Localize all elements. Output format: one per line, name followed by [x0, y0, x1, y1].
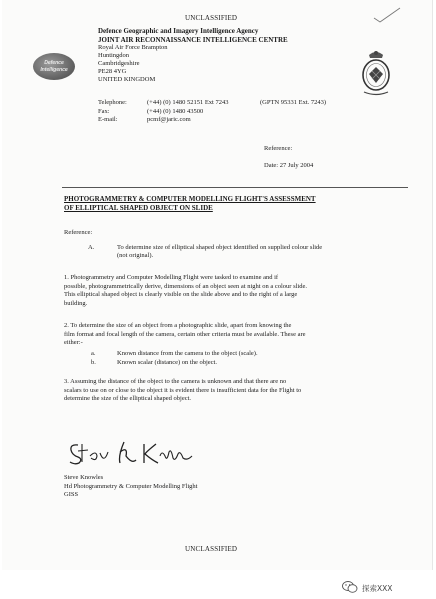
address-line: UNITED KINGDOM: [98, 76, 156, 83]
agency-name: Defence Geographic and Imagery Intelligence Agency: [98, 27, 259, 35]
email-label: E-mail:: [98, 116, 118, 123]
raf-crest-icon: [356, 47, 396, 99]
logo-text: Defence: [44, 60, 64, 66]
paragraph-line: building.: [64, 299, 88, 307]
address-line: Huntingdon: [98, 52, 130, 59]
reference-text: To determine size of elliptical shaped object identified on supplied colour slide: [117, 244, 323, 251]
reference-label: Reference:: [64, 229, 93, 236]
list-marker: a.: [91, 350, 96, 357]
paragraph-line: 2. To determine the size of an object from a photographic slide, apart from knowing the: [64, 322, 292, 329]
classification-top: UNCLASSIFIED: [185, 14, 238, 22]
check-mark-icon: [370, 4, 404, 26]
paragraph-line: This elliptical shaped object is clearly visible on the slide above and to the right of a large: [64, 291, 298, 298]
signatory-unit: GISS: [64, 491, 79, 498]
defence-intelligence-logo: [33, 53, 75, 80]
signatory-name: Steve Knowles: [64, 474, 104, 481]
paragraph-line: scalars to use on or close to the object it is evident there is insufficient data for the Flight to: [64, 386, 302, 394]
document-page: [2, 0, 433, 570]
paragraph-line: film format and focal length of the camera, certain other criteria must be available. These are: [64, 330, 306, 338]
paragraph-line: possible, photogrammetrically derive, dimensions of an object seen at night on a colour slide.: [64, 282, 307, 290]
subject-line: PHOTOGRAMMETRY & COMPUTER MODELLING FLIGHT'S ASSESSMENT: [64, 195, 316, 203]
subject-line: OF ELLIPTICAL SHAPED OBJECT ON SLIDE: [64, 204, 213, 212]
list-item: Known distance from the camera to the object (scale).: [117, 350, 258, 357]
gptn-value: (GPTN 95331 Ext. 7243): [260, 99, 327, 106]
wechat-icon: [342, 580, 358, 594]
document-date: Date: 27 July 2004: [264, 162, 314, 169]
fax-label: Fax:: [98, 107, 110, 115]
list-marker: b.: [91, 359, 96, 366]
classification-bottom: UNCLASSIFIED: [185, 545, 238, 553]
list-item: Known scalar (distance) on the object.: [117, 359, 217, 366]
paragraph-line: either:-: [64, 339, 83, 346]
centre-name: JOINT AIR RECONNAISSANCE INTELLIGENCE CENTRE: [98, 35, 288, 44]
reference-marker: A.: [88, 244, 95, 251]
address-line: Cambridgeshire: [98, 60, 140, 67]
address-line: PE28 4YG: [98, 68, 127, 75]
handwritten-signature: [66, 438, 196, 466]
paragraph-line: 3. Assuming the distance of the object to the camera is unknown and that there are no: [64, 378, 287, 385]
logo-text: Intelligence: [40, 67, 68, 73]
paragraph-line: determine the size of the elliptical shaped object.: [64, 395, 192, 402]
telephone-label: Telephone:: [98, 99, 127, 106]
reference-header: Reference:: [264, 145, 293, 152]
divider: [62, 187, 408, 188]
paragraph-line: 1. Photogrammetry and Computer Modelling Flight were tasked to examine and if: [64, 274, 279, 281]
signatory-title: Hd Photogrammetry & Computer Modelling Flight: [64, 482, 198, 490]
fax-value: (+44) (0) 1480 43500: [147, 107, 204, 115]
email-value: pcmf@jaric.com: [147, 116, 191, 123]
reference-text: (not original).: [117, 252, 154, 259]
telephone-value: (+44) (0) 1480 52151 Ext 7243: [147, 99, 229, 106]
address-line: Royal Air Force Brampton: [98, 44, 168, 51]
watermark-text: 探索XXX: [362, 584, 393, 593]
